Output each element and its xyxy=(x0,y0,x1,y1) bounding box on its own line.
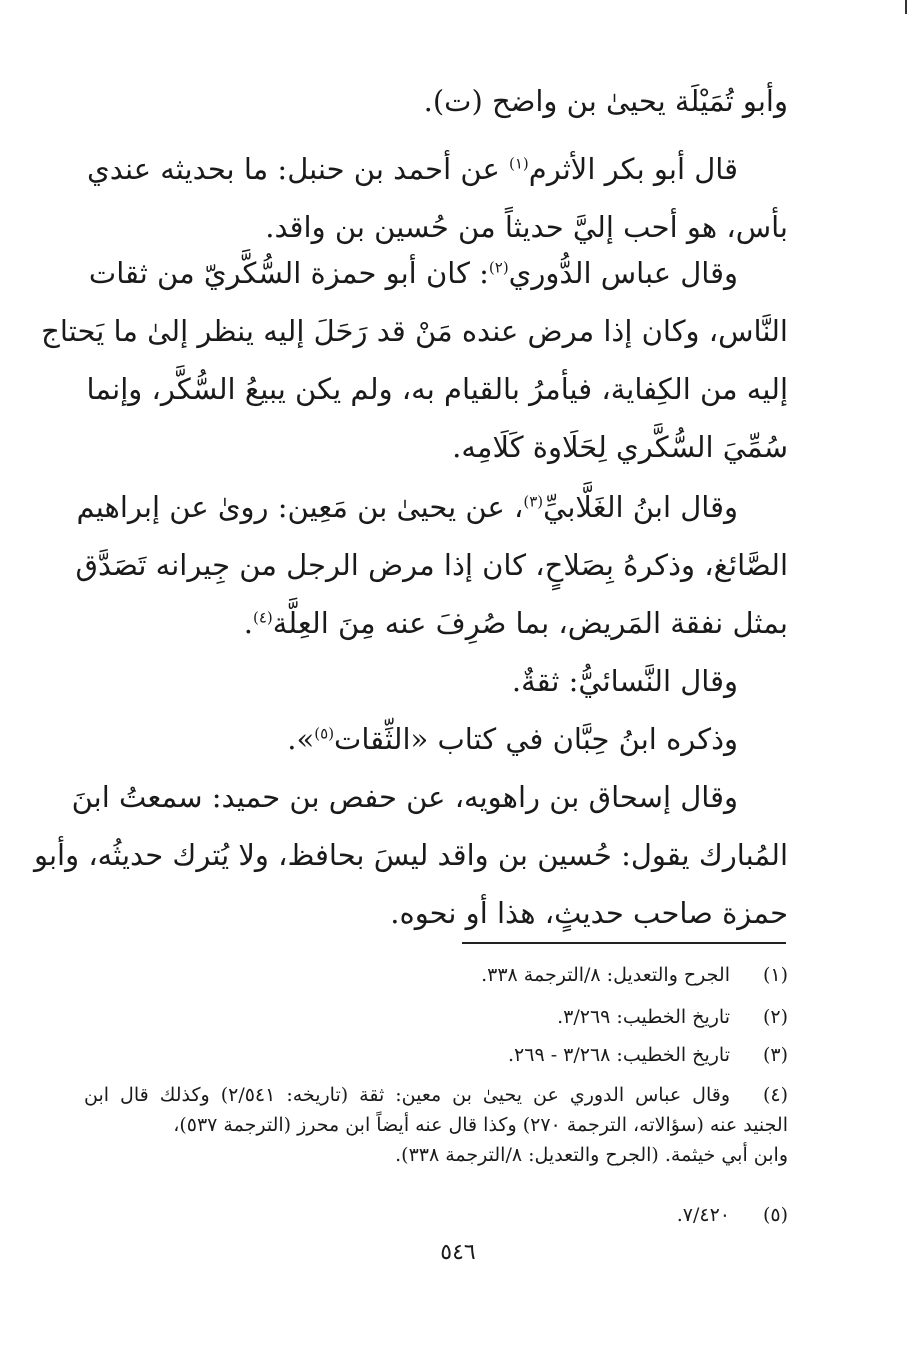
footnote-number: (٢) xyxy=(762,1006,788,1028)
text-line xyxy=(87,140,788,198)
text-segment: وقال عباس الدُّوري xyxy=(508,256,738,290)
footnote-number: (٤) xyxy=(762,1084,788,1106)
footnote-ref: (٢) xyxy=(488,258,509,277)
footnote-3 xyxy=(84,1040,788,1070)
text-line: الصَّائغ، وذكرهُ بِصَلاحٍ، كان إذا مرض الرجل من جِيرانه تَصَدَّق xyxy=(75,548,788,582)
footnote-number: (٥) xyxy=(762,1204,788,1226)
text-segment: : كان أبو حمزة السُّكَّريّ من ثقات xyxy=(88,256,489,290)
footnote-ref: (٣) xyxy=(523,492,544,511)
footnote-text: تاريخ الخطيب: ٣/٢٦٨ - ٢٦٩. xyxy=(507,1044,730,1066)
page-number: ٥٤٦ xyxy=(440,1240,476,1265)
footnote-4 xyxy=(84,1080,788,1170)
text-line: حمزة صاحب حديثٍ، هذا أو نحوه. xyxy=(390,896,788,930)
footnote-text: الجرح والتعديل: ٨/الترجمة ٣٣٨. xyxy=(481,964,730,986)
text-segment: ، عن يحيىٰ بن مَعِين: روىٰ عن إبراهيم xyxy=(76,490,524,524)
text-line: بأس، هو أحب إليَّ حديثاً من حُسين بن واقد. xyxy=(265,210,788,244)
paragraph-5 xyxy=(33,768,788,942)
footnote-5 xyxy=(84,1200,788,1230)
text-segment: وذكره ابنُ حِبَّان في كتاب «الثِّقات xyxy=(334,722,738,756)
footnote-text: تاريخ الخطيب: ٣/٢٦٩. xyxy=(557,1006,730,1028)
footnote-text: وابن أبي خيثمة. (الجرح والتعديل: ٨/الترجمة ٣٣٨). xyxy=(395,1144,788,1166)
text-line: وقال النَّسائيُّ: ثقةٌ. xyxy=(511,664,738,698)
footnote-separator xyxy=(462,942,786,944)
text-line: المُبارك يقول: حُسين بن واقد ليسَ بحافظ، ولا يُترك حديثُه، وأبو xyxy=(33,838,788,872)
text-line: وأبو تُمَيْلَة يحيىٰ بن واضح (ت). xyxy=(423,84,788,118)
page-edge-mark xyxy=(905,0,907,14)
text-segment: بمثل نفقة المَريض، بما صُرِفَ عنه مِنَ العِلَّة xyxy=(272,606,788,640)
footnote-ref: (١) xyxy=(508,154,529,173)
text-line: وقال إسحاق بن راهويه، عن حفص بن حميد: سمعتُ ابنَ xyxy=(71,780,738,814)
text-segment: ». xyxy=(287,722,315,756)
footnote-text: الجنيد عنه (سؤالاته، الترجمة ٢٧٠) وكذا قال عنه أيضاً ابن محرز (الترجمة ٥٣٧)، xyxy=(173,1114,788,1136)
text-segment: . xyxy=(243,606,253,640)
paragraph-2 xyxy=(87,140,788,256)
paragraph-4 xyxy=(75,478,788,768)
text-line: سُمِّيَ السُّكَّري لِحَلَاوة كَلَامِه. xyxy=(452,430,788,464)
text-segment: عن أحمد بن حنبل: ما بحديثه عندي xyxy=(87,152,500,186)
text-line xyxy=(88,244,788,302)
text-segment: قال أبو بكر الأثرم xyxy=(528,152,738,186)
text-line: النَّاس، وكان إذا مرض عنده مَنْ قد رَحَلَ إليه ينظر إلىٰ ما يَحتاج xyxy=(41,314,788,348)
footnote-ref: (٤) xyxy=(252,608,273,627)
text-segment: وقال ابنُ الغَلَّابيِّ xyxy=(543,490,738,524)
text-line xyxy=(92,710,788,768)
footnote-1 xyxy=(84,960,788,990)
text-line xyxy=(92,594,788,652)
footnote-ref: (٥) xyxy=(314,724,335,743)
footnote-text: وقال عباس الدوري عن يحيىٰ بن معين: ثقة (تاريخه: ٢/٥٤١) وكذلك قال ابن xyxy=(84,1084,730,1106)
footnote-2 xyxy=(84,1002,788,1032)
footnote-text: ٧/٤٢٠. xyxy=(676,1204,730,1226)
footnote-number: (١) xyxy=(762,964,788,986)
paragraph-1 xyxy=(92,72,788,130)
footnote-number: (٣) xyxy=(762,1044,788,1066)
text-line xyxy=(76,478,788,536)
text-line: إليه من الكِفاية، فيأمرُ بالقيام به، ولم يكن يبيعُ السُّكَّر، وإنما xyxy=(86,372,788,406)
paragraph-3 xyxy=(41,244,788,476)
